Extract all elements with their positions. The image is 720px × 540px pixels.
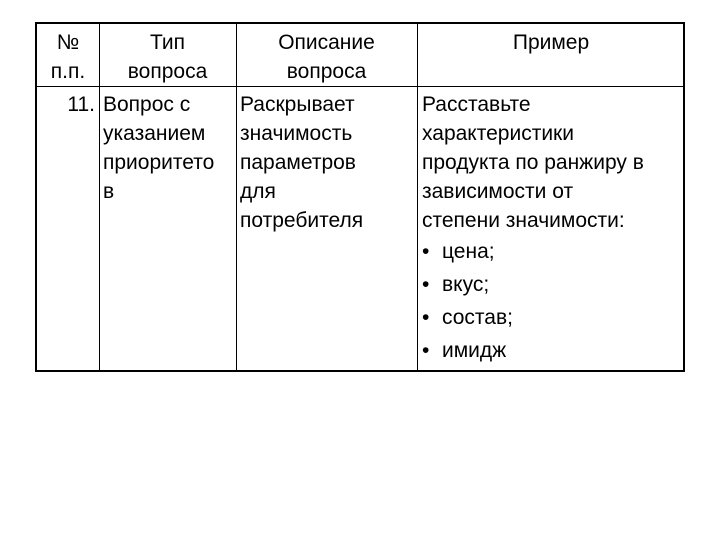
- bullet-item: • цена;: [422, 235, 644, 268]
- header-description: [236, 28, 417, 86]
- header-type-line2: вопроса: [127, 60, 208, 83]
- header-type-line1: Тип: [149, 31, 185, 54]
- header-type: [99, 28, 236, 86]
- row-example: [422, 90, 644, 367]
- header-description-line2: вопроса: [286, 60, 367, 83]
- row-number-value: 11.: [67, 93, 95, 116]
- question-table: [35, 22, 685, 372]
- header-number-line1: №: [56, 31, 80, 54]
- column-divider-3: [417, 24, 418, 370]
- header-example-label: Пример: [512, 31, 590, 54]
- row-number: [37, 90, 95, 119]
- bullet-item: • вкус;: [422, 268, 644, 301]
- row-type: [103, 90, 214, 206]
- row-description-line: значимость: [240, 122, 353, 145]
- row-example-line: продукта по ранжиру в: [422, 151, 644, 174]
- row-type-line: Вопрос с: [103, 93, 191, 116]
- bullet-item: • состав;: [422, 301, 644, 334]
- row-description: [240, 90, 363, 235]
- row-type-line: указанием: [103, 122, 206, 145]
- header-number: [37, 28, 99, 86]
- header-divider: [37, 86, 683, 87]
- row-example-line: характеристики: [422, 122, 574, 145]
- row-example-line: степени значимости:: [422, 209, 625, 232]
- row-type-line: приоритето: [103, 151, 215, 174]
- header-example: [417, 28, 685, 57]
- row-description-line: Раскрывает: [240, 93, 355, 116]
- example-bullet-list: [422, 235, 644, 367]
- row-type-line: в: [103, 180, 115, 203]
- row-description-line: для: [240, 180, 276, 203]
- header-description-line1: Описание: [278, 31, 375, 54]
- header-number-line2: п.п.: [50, 60, 86, 83]
- row-description-line: потребителя: [240, 209, 364, 232]
- row-example-line: зависимости от: [422, 180, 574, 203]
- row-example-line: Расставьте: [422, 93, 531, 116]
- bullet-item: • имидж: [422, 334, 644, 367]
- row-description-line: параметров: [240, 151, 356, 174]
